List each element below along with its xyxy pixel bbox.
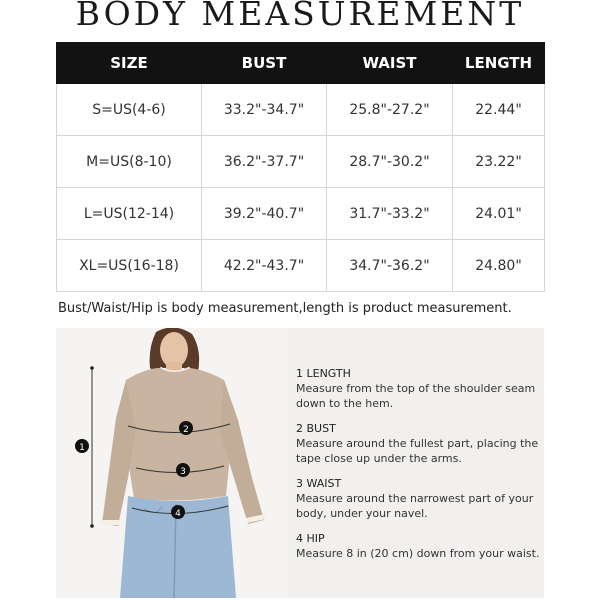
hip-text: Measure 8 in (20 cm) down from your waist. — [296, 547, 540, 560]
header-length: LENGTH — [453, 43, 545, 84]
bust-text: Measure around the fullest part, placing the tape close up under the arms. — [296, 437, 539, 465]
length-cell: 24.80" — [453, 240, 545, 292]
bust-cell: 39.2"-40.7" — [202, 188, 327, 240]
header-size: SIZE — [57, 43, 202, 84]
svg-text:3: 3 — [180, 467, 186, 477]
bust-cell: 33.2"-34.7" — [202, 84, 327, 136]
marker-1 — [75, 439, 89, 453]
waist-text: Measure around the narrowest part of your body, under your navel. — [296, 492, 534, 520]
model-illustration — [56, 328, 288, 598]
length-heading: 1 LENGTH — [296, 367, 351, 380]
size-cell: S=US(4-6) — [57, 84, 202, 136]
hip-instruction — [296, 531, 542, 561]
svg-text:1: 1 — [79, 443, 85, 453]
size-cell: XL=US(16-18) — [57, 240, 202, 292]
waist-instruction — [296, 476, 542, 521]
length-cell: 23.22" — [453, 136, 545, 188]
header-waist: WAIST — [327, 43, 453, 84]
marker-3 — [176, 463, 190, 477]
table-row — [57, 240, 545, 292]
svg-text:4: 4 — [175, 509, 181, 519]
marker-4 — [171, 505, 185, 519]
bust-cell: 36.2"-37.7" — [202, 136, 327, 188]
waist-cell: 34.7"-36.2" — [327, 240, 453, 292]
waist-cell: 28.7"-30.2" — [327, 136, 453, 188]
header-bust: BUST — [202, 43, 327, 84]
bust-instruction — [296, 421, 542, 466]
measurement-guide-panel — [56, 328, 544, 598]
table-row — [57, 188, 545, 240]
measurement-note: Bust/Waist/Hip is body measurement,length is product measurement. — [58, 301, 512, 316]
model-figure — [56, 328, 288, 598]
size-cell: M=US(8-10) — [57, 136, 202, 188]
length-cell: 24.01" — [453, 188, 545, 240]
bust-cell: 42.2"-43.7" — [202, 240, 327, 292]
waist-cell: 31.7"-33.2" — [327, 188, 453, 240]
waist-cell: 25.8"-27.2" — [327, 84, 453, 136]
svg-text:2: 2 — [183, 425, 189, 435]
measurement-instructions — [288, 328, 544, 598]
size-table — [56, 42, 545, 292]
table-header-row — [57, 43, 545, 84]
hip-heading: 4 HIP — [296, 532, 325, 545]
bust-heading: 2 BUST — [296, 422, 336, 435]
length-cell: 22.44" — [453, 84, 545, 136]
waist-heading: 3 WAIST — [296, 477, 342, 490]
page-title: BODY MEASUREMENT — [75, 0, 525, 33]
size-cell: L=US(12-14) — [57, 188, 202, 240]
length-text: Measure from the top of the shoulder seam down to the hem. — [296, 382, 536, 410]
table-row — [57, 136, 545, 188]
marker-2 — [179, 421, 193, 435]
table-row — [57, 84, 545, 136]
length-instruction — [296, 366, 542, 411]
